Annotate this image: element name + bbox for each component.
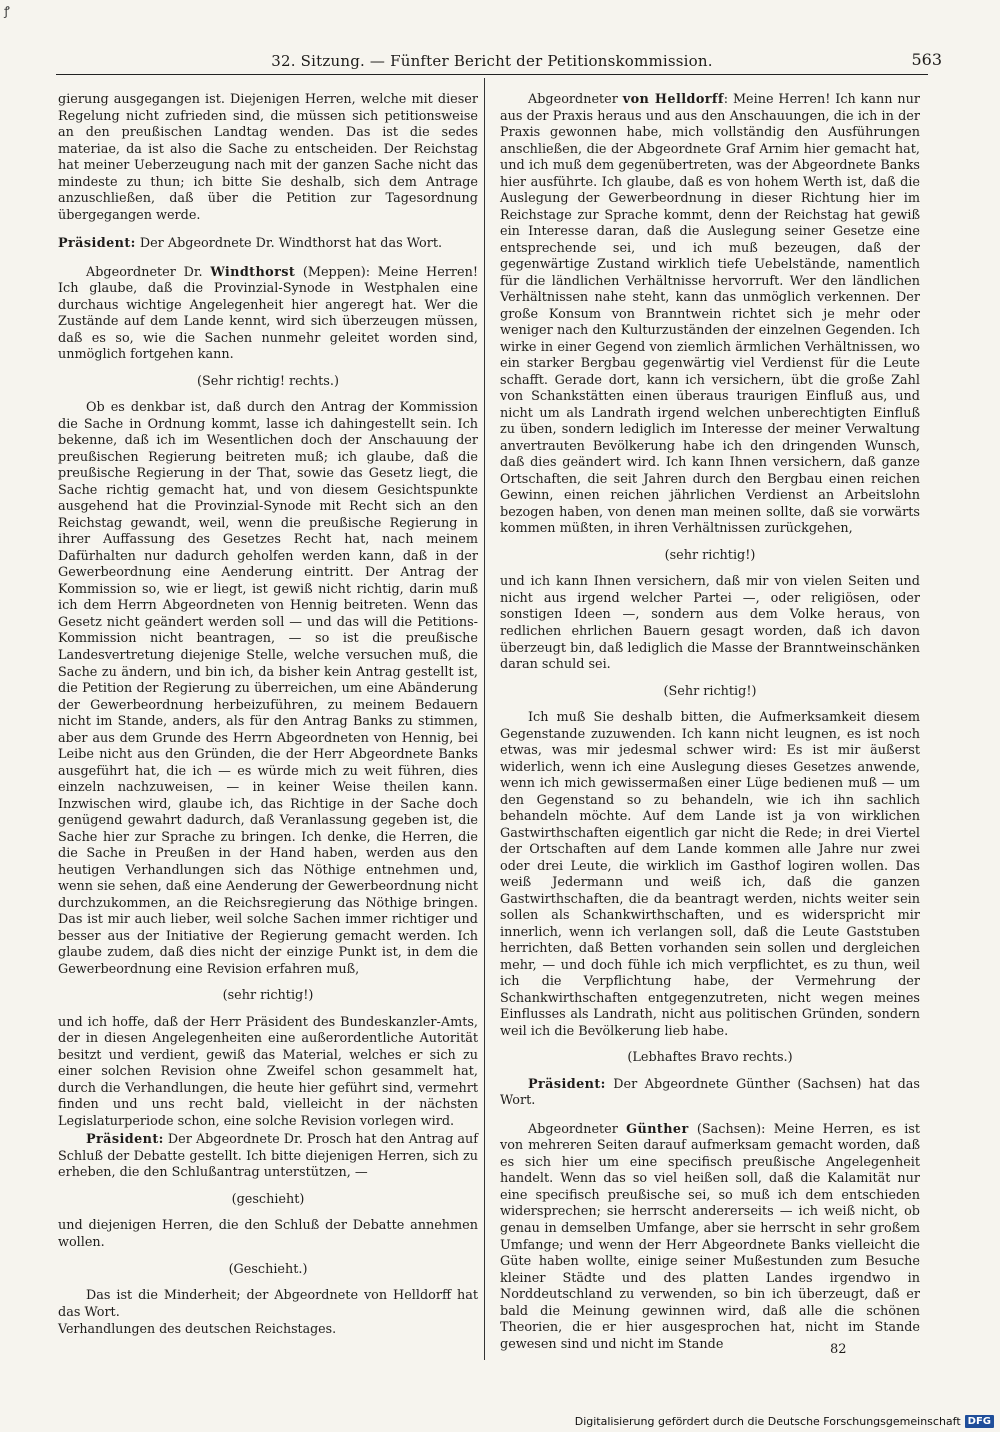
paragraph-text: (Lebhaftes Bravo rechts.) bbox=[627, 1050, 793, 1066]
paragraph-text: (sehr richtig!) bbox=[222, 988, 314, 1004]
paragraph bbox=[58, 400, 478, 978]
interjection bbox=[500, 548, 920, 565]
proceedings-footer: Verhandlungen des deutschen Reichstages. bbox=[58, 1321, 337, 1337]
paragraph-text: Der Abgeordnete Günther (Sachsen) hat das Wort. bbox=[500, 1076, 920, 1109]
paragraph bbox=[58, 1132, 478, 1182]
page-header bbox=[56, 50, 942, 75]
paragraph bbox=[58, 1218, 478, 1251]
column-divider bbox=[484, 78, 485, 1360]
speaker-name: Windthorst bbox=[210, 264, 296, 280]
sheet-signature: 82 bbox=[830, 1342, 847, 1357]
interjection bbox=[58, 1262, 478, 1279]
speaker-name: Präsident: bbox=[528, 1076, 606, 1092]
interjection bbox=[58, 988, 478, 1005]
paragraph bbox=[58, 1015, 478, 1131]
paragraph-text: (Sehr richtig! rechts.) bbox=[197, 373, 339, 389]
paragraph bbox=[58, 265, 478, 364]
running-title: 32. Sitzung. — Fünfter Bericht der Petitionskommission. bbox=[271, 52, 713, 70]
paragraph-text: (Sachsen): Meine Herren, es ist von mehreren Seiten darauf aufmerksam gemacht worden, daß es sich hier um eine specifisch preußische Angelegenheit handelt. Wenn das so viel heißen soll, daß die Kalamität nur eine specifisch preußische sei, so muß ich dem entschieden widersprechen; sie herrscht andererseits — ich weiß nicht, ob genau in demselben Umfange, aber sie herrscht in sehr großem Umfange; und wenn der Herr Abgeordnete Banks vielleicht die Güte haben wollte, einige seiner Mußestunden zum Besuche kleiner Städte und des platten Landes irgendwo in Norddeutschland zu verwenden, so bin ich überzeugt, daß er bald die Meinung gewinnen wird, daß alle die schönen Theorien, die er hier ausgesprochen hat, nicht im Stande gewesen sind und nicht im Stande bbox=[500, 1121, 920, 1352]
paragraph-text: und ich kann Ihnen versichern, daß mir von vielen Seiten und nicht aus irgend welcher Partei —, oder religiösen, oder sonstigen Ideen —, sondern aus dem Volke heraus, von redlichen ehrlichen Bauern gesagt worden, daß ich davon überzeugt bin, daß lediglich die Masse der Branntweinschänken daran schuld sei. bbox=[500, 574, 920, 673]
right-column bbox=[500, 92, 920, 1353]
speaker-name: Günther bbox=[626, 1121, 689, 1137]
dfg-logo-icon: DFG bbox=[965, 1415, 994, 1428]
page-number: 563 bbox=[911, 50, 942, 69]
paragraph bbox=[500, 574, 920, 673]
speaker-name: von Helldorff bbox=[622, 92, 724, 107]
interjection bbox=[500, 1050, 920, 1067]
paragraph bbox=[500, 1122, 920, 1353]
paragraph-text: (Sehr richtig!) bbox=[663, 683, 757, 699]
paragraph bbox=[500, 1077, 920, 1110]
paragraph-text: (sehr richtig!) bbox=[664, 547, 756, 563]
paragraph-text: : Meine Herren! Ich kann nur aus der Praxis heraus und aus den Anschauungen, die ich in der Praxis gewonnen habe, mich vollständig den Ausführungen anschließen, die der Abgeordnete Graf Arnim hier gemacht hat, und ich muß dem gegenübertreten, was der Abgeordnete Banks hier ausführte. Ich glaube, daß es von hohem Werth ist, daß die Auslegung der Gewerbeordnung in dieser Richtung hier im Reichstage zur Sprache kommt, denn der Reichstag hat gewiß ein Interesse daran, daß die Auslegung seiner Gesetze eine entsprechende sei, und ich muß bezeugen, daß der gegenwärtige Zustand wirklich tiefe Uebelstände, namentlich für die ländlichen Verhältnisse hervorruft. Wer den ländlichen Verhältnissen nahe steht, kann das unmöglich verkennen. Der große Konsum von Branntwein richtet sich je mehr oder weniger nach den Kulturzuständen der einzelnen Gegenden. Ich wirke in einer Gegend von ziemlich ärmlichen Verhältnissen, wo ein starker Bergbau gegenwärtig viel Verdienst für die Leute schafft. Gerade dort, kann ich versichern, übt die große Zahl von Schankstätten einen überaus traurigen Einfluß aus, und nicht um als Landrath irgend welchen unberechtigten Einfluß zu üben, sondern lediglich im Interesse der meiner Verwaltung anvertrauten Bevölkerung habe ich den dringenden Wunsch, daß dies geändert wird. Ich kann Ihnen versichern, daß ganze Ortschaften, die seit Jahren durch den Bergbau einen reichen Gewinn, einen reichen jährlichen Verdienst an Arbeitslohn bezogen haben, von denen man meinen sollte, daß sie vorwärts kommen müßten, in ihren Verhältnissen zurückgehen, bbox=[500, 92, 920, 537]
speaker-name: Präsident: bbox=[58, 236, 136, 252]
paragraph bbox=[500, 92, 920, 538]
paragraph bbox=[58, 236, 478, 253]
speaker-prefix: Abgeordneter bbox=[528, 92, 623, 107]
interjection bbox=[58, 1192, 478, 1209]
digitization-credit bbox=[575, 1415, 994, 1428]
paragraph-text: Ich muß Sie deshalb bitten, die Aufmerksamkeit diesem Gegenstande zuzuwenden. Ich kann nicht leugnen, es ist noch etwas, was mir jedesmal schwer wird: Es ist mir äußerst widerlich, wenn ich eine Auslegung dieses Gesetzes anwende, wenn ich mich gewissermaßen einer Lüge bedienen muß — um den Gegenstand so zu behandeln, wie ich ihn sachlich behandeln möchte. Auf dem Lande ist ja von wirklichen Gastwirthschaften eigentlich gar nicht die Rede; in drei Viertel der Ortschaften auf dem Lande kommen alle Jahre nur zwei oder drei Leute, die wirklich im Gasthof logiren wollen. Das weiß Jedermann und weiß ich, daß die ganzen Gastwirthschaften, die da beantragt werden, nichts weiter sein sollen als Schankwirthschaften, und es widerspricht mir innerlich, wenn ich verlangen soll, daß die Leute Gaststuben herrichten, daß Betten vorhanden sein sollen und dergleichen mehr, — und doch fühle ich mich verpflichtet, es zu thun, weil ich die Verpflichtung habe, der Vermehrung der Schankwirthschaften entgegenzutreten, nicht wegen meines Einflusses als Landrath, nicht aus politischen Gründen, sondern weil ich die Bevölkerung lieb habe. bbox=[500, 710, 920, 1039]
speaker-prefix: Abgeordneter Dr. bbox=[86, 264, 211, 280]
paragraph bbox=[58, 92, 478, 224]
paragraph bbox=[500, 710, 920, 1040]
paragraph-text: Der Abgeordnete Dr. Windthorst hat das Wort. bbox=[135, 236, 443, 252]
paragraph-text: (geschieht) bbox=[231, 1191, 305, 1207]
paragraph-text: Das ist die Minderheit; der Abgeordnete von Helldorff hat das Wort. bbox=[58, 1288, 478, 1320]
paragraph bbox=[58, 1288, 478, 1321]
paragraph-text: (Meppen): Meine Herren! Ich glaube, daß die Provinzial-Synode in Westphalen eine durchaus wichtige Angelegenheit hier angeregt hat. Wer die Zustände auf dem Lande kennt, wird sich überzeugen müssen, daß es so, wie die Sachen nunmehr geleitet worden sind, unmöglich fortgehen kann. bbox=[58, 264, 478, 363]
speaker-prefix: Abgeordneter bbox=[528, 1121, 627, 1137]
speaker-name: Präsident: bbox=[86, 1132, 164, 1148]
corner-mark: ꝭ bbox=[4, 4, 10, 18]
paragraph-text: gierung ausgegangen ist. Diejenigen Herren, welche mit dieser Regelung nicht zufrieden sind, die müssen sich petitionsweise an den preußischen Landtag wenden. Das ist die sedes materiae, da ist also die Sache zu entscheiden. Der Reichstag hat meiner Ueberzeugung nach mit der ganzen Sache nicht das mindeste zu thun; ich bitte Sie deshalb, sich dem Antrage anzuschließen, daß über die Petition zur Tagesordnung übergegangen werde. bbox=[58, 92, 478, 223]
paragraph-text: (Geschieht.) bbox=[228, 1261, 308, 1277]
paragraph-text: und ich hoffe, daß der Herr Präsident des Bundeskanzler-Amts, der in diesen Angelegenheiten eine außerordentliche Autorität besitzt und verdient, gewiß das Material, welches er sich zu einer solchen Revision ohne Zweifel schon gesammelt hat, durch die Verhandlungen, die heute hier geführt sind, vermehrt finden und uns recht bald, vielleicht in der nächsten Legislaturperiode schon, eine solche Revision vorlegen wird. bbox=[58, 1014, 478, 1129]
digitization-text: Digitalisierung gefördert durch die Deutsche Forschungsgemeinschaft bbox=[574, 1415, 961, 1428]
paragraph-text: Der Abgeordnete Dr. Prosch hat den Antrag auf Schluß der Debatte gestellt. Ich bitte diejenigen Herren, sich zu erheben, die den Schlußantrag unterstützen, — bbox=[58, 1132, 478, 1181]
interjection bbox=[500, 684, 920, 701]
paragraph-text: und diejenigen Herren, die den Schluß der Debatte annehmen wollen. bbox=[58, 1218, 478, 1250]
paragraph-text: Ob es denkbar ist, daß durch den Antrag der Kommission die Sache in Ordnung kommt, lasse ich dahingestellt sein. Ich bekenne, daß ich im Wesentlichen doch der Anschauung der preußischen Regierung beitreten muß; ich glaube, daß die preußische Regierung in der That, sowie das Gesetz liegt, die Sache richtig gemacht hat, und von diesem Gesichtspunkte ausgehend hat die Provinzial-Synode mit Recht sich an den Reichstag gewandt, weil, wenn die preußische Regierung in ihrer Auffassung des Gesetzes Recht hat, nach meinem Dafürhalten nur dadurch geholfen werden kann, daß in der Gewerbeordnung eine Aenderung eintritt. Der Antrag der Kommission so, wie er liegt, ist gewiß nicht richtig, darin muß ich dem Herrn Abgeordneten von Hennig beitreten. Wenn das Gesetz nicht geändert werden soll — und das will die Petitions-Kommission nicht beantragen, — so ist die preußische Landesvertretung diejenige Stelle, welche versuchen muß, die Sache zu ändern, und bin ich, da bisher kein Antrag gestellt ist, die Petition der Regierung zu überreichen, um eine Abänderung der Gewerbeordnung herbeizuführen, zu meinem Bedauern nicht im Stande, anders, als für den Antrag Banks zu stimmen, aber aus dem Grunde des Herrn Abgeordneten von Hennig, bei Leibe nicht aus den Gründen, die der Herr Abgeordnete Banks ausgeführt hat, die ich — es würde mich zu weit führen, dies einzeln nachzuweisen, — in keiner Weise theilen kann. Inzwischen wird, glaube ich, das Richtige in der Sache doch genügend gewahrt dadurch, daß Veranlassung gegeben ist, die Sache hier zur Sprache zu bringen. Ich denke, die Herren, die die Sache in Preußen in der Hand haben, werden aus den heutigen Verhandlungen sich das Nöthige entnehmen und, wenn sie sehen, daß eine Aenderung der Gewerbeordnung nicht durchzukommen, an die Reichsregierung das Nöthige bringen. Das ist mir auch lieber, weil solche Sachen immer richtiger und besser aus der Initiative der Regierung gemacht werden. Ich glaube zudem, daß dies nicht der einzige Punkt ist, in dem die Gewerbeordnung eine Revision erfahren muß, bbox=[58, 400, 478, 977]
interjection bbox=[58, 374, 478, 391]
left-column bbox=[58, 92, 478, 1338]
